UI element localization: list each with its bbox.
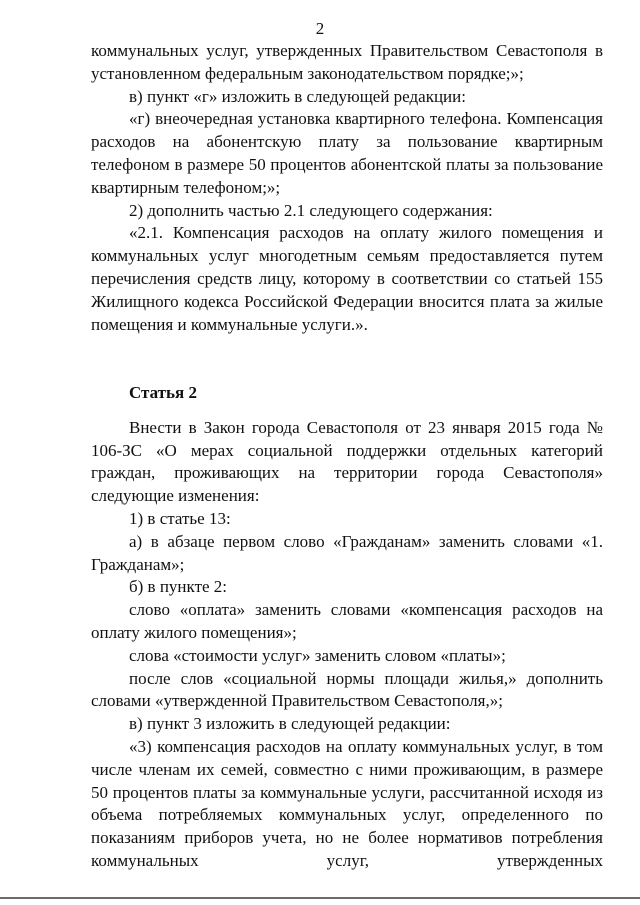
article-heading: Статья 2	[129, 382, 197, 402]
paragraph-spacer	[91, 336, 603, 359]
document-body	[91, 40, 603, 873]
paragraph: 2) дополнить частью 2.1 следующего содержания:	[129, 200, 493, 220]
paragraph: в) пункт 3 изложить в следующей редакции:	[129, 714, 451, 734]
paragraph: а) в абзаце первом слово «Гражданам» заменить словами «1. Гражданам»;	[91, 531, 603, 574]
paragraph: «3) компенсация расходов на оплату коммунальных услуг, в том числе членам их семей, совместно с ними проживающим, в размере 50 процентов платы за коммунальные услуги, рассчитанной исходя из объема потребляемых коммунальных услуг, определенного по показаниям приборов учета, но не более нормативов потребления коммунальных услуг, утвержденных	[91, 736, 603, 870]
paragraph: Внести в Закон города Севастополя от 23 января 2015 года № 106-ЗС «О мерах социальной поддержки отдельных категорий граждан, проживающих на территории города Севастополя» следующие изменения:	[91, 417, 603, 506]
paragraph: «г) внеочередная установка квартирного телефона. Компенсация расходов на абонентскую плату за пользование квартирным телефоном в размере 50 процентов абонентской платы за пользование квартирным телефоном;»;	[91, 109, 603, 197]
paragraph: 1) в статье 13:	[129, 508, 231, 528]
paragraph-spacer	[91, 359, 603, 382]
paragraph-spacer	[91, 405, 603, 417]
paragraph: в) пункт «г» изложить в следующей редакции:	[129, 86, 466, 106]
paragraph: слово «оплата» заменить словами «компенсация расходов на оплату жилого помещения»;	[91, 600, 603, 642]
paragraph: коммунальных услуг, утвержденных Правительством Севастополя в установленном федеральным законодательством порядке;»;	[91, 41, 603, 83]
paragraph: после слов «социальной нормы площади жилья,» дополнить словами «утвержденной Правительством Севастополя,»;	[91, 668, 603, 711]
page-number: 2	[315, 19, 325, 38]
paragraph: слова «стоимости услуг» заменить словом «платы»;	[129, 645, 506, 665]
paragraph: «2.1. Компенсация расходов на оплату жилого помещения и коммунальных услуг многодетным семьям предоставляется путем перечисления средств лицу, которому в соответствии со статьей 155 Жилищного кодекса Российской Федерации вносится плата за жилые помещения и коммунальные услуги.».	[91, 223, 603, 334]
page-bottom-border	[0, 897, 640, 899]
paragraph: б) в пункте 2:	[129, 577, 228, 597]
